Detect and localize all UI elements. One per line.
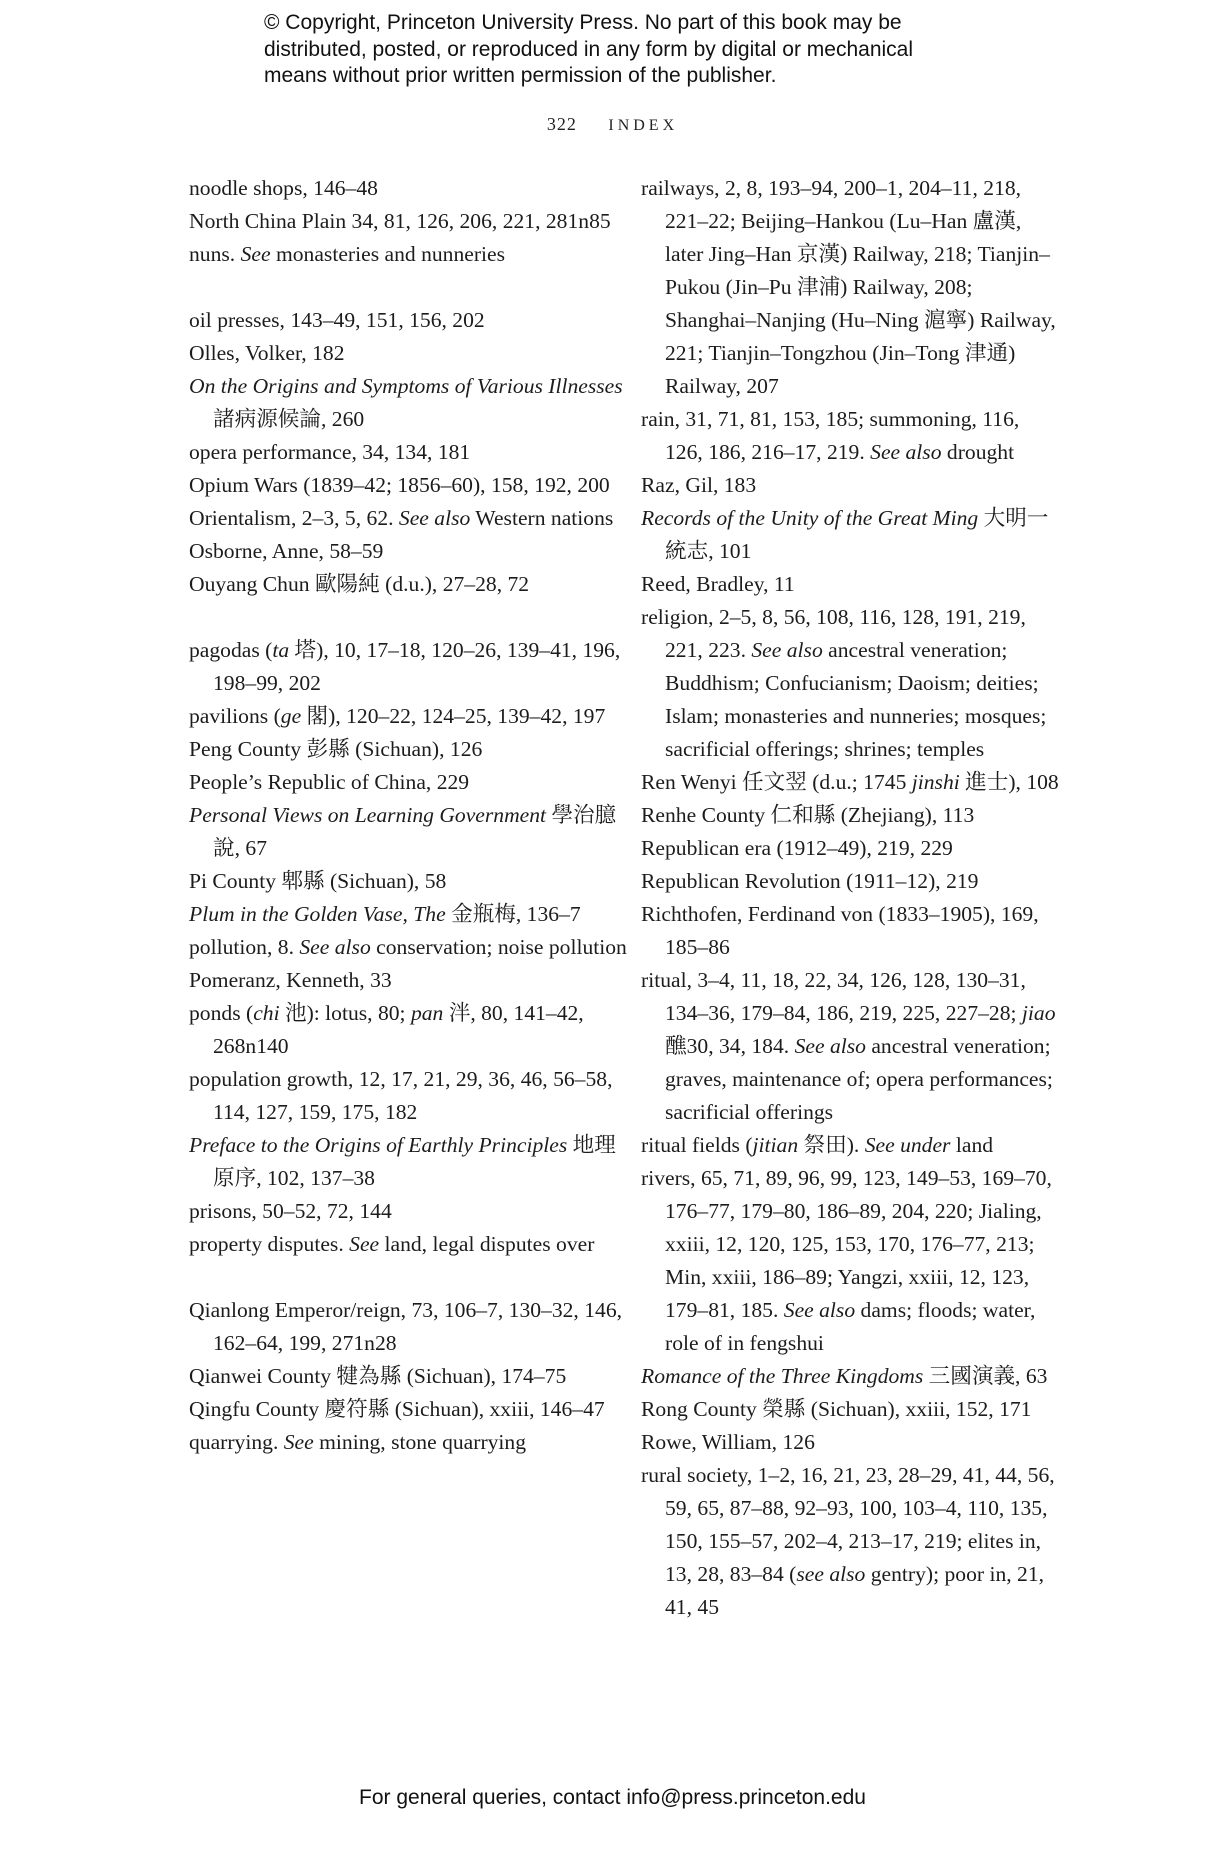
index-entry [641, 964, 1061, 1129]
index-entry [189, 634, 629, 700]
entry-text: 塔), 10, 17–18, 120–26, 139–41, 196, 198–99, 202 [213, 638, 621, 695]
entry-text: noodle shops, 146–48 [189, 176, 378, 200]
page-title: INDEX [608, 117, 679, 134]
entry-text: 泮, 80, 141–42, 268n140 [213, 1001, 584, 1058]
entry-text: Ren Wenyi 任文翌 (d.u.; 1745 [641, 770, 912, 794]
index-entry [641, 469, 1061, 502]
index-entry [189, 205, 629, 238]
index-entry [189, 337, 629, 370]
entry-text: ancestral veneration; graves, maintenance of; opera performances; sacrificial offerings [665, 1034, 1053, 1124]
index-entry [189, 469, 629, 502]
index-entry [189, 964, 629, 997]
copyright-line: distributed, posted, or reproduced in any form by digital or mechanical [264, 37, 914, 61]
entry-text: property disputes. [189, 1232, 350, 1256]
entry-text: 學治臆說, 67 [213, 803, 617, 860]
entry-italic-text: See also [783, 1298, 856, 1322]
index-entry [189, 997, 629, 1063]
copyright-notice [264, 10, 1024, 90]
entry-text: Rowe, William, 126 [641, 1430, 815, 1454]
entry-text: ponds ( [189, 1001, 254, 1025]
entry-text: 地理原序, 102, 137–38 [213, 1133, 616, 1190]
index-entry [189, 733, 629, 766]
entry-italic-text: Personal Views on Learning Government [189, 803, 547, 827]
copyright-line: means without prior written permission of the publisher. [264, 64, 777, 87]
entry-text: 進士), 108 [959, 770, 1059, 794]
index-entry [641, 1360, 1061, 1393]
entry-italic-text: jitian [752, 1133, 799, 1157]
entry-text: Pomeranz, Kenneth, 33 [189, 968, 392, 992]
entry-italic-text: See also [751, 638, 823, 662]
index-entry [641, 898, 1061, 964]
entry-text: population growth, 12, 17, 21, 29, 36, 46, 56–58, 114, 127, 159, 175, 182 [189, 1067, 613, 1124]
index-entry [189, 1063, 629, 1129]
entry-text: Rong County 榮縣 (Sichuan), xxiii, 152, 171 [641, 1397, 1032, 1421]
entry-text: Republican era (1912–49), 219, 229 [641, 836, 953, 860]
entry-italic-text: Preface to the Origins of Earthly Principles [189, 1133, 568, 1157]
index-entry [641, 172, 1061, 403]
index-entry [641, 799, 1061, 832]
index-entry [189, 700, 629, 733]
entry-italic-text: jiao [1021, 1001, 1056, 1025]
entry-text: Osborne, Anne, 58–59 [189, 539, 384, 563]
entry-italic-text: See also [870, 440, 942, 464]
index-entry [189, 898, 629, 931]
index-entry [189, 799, 629, 865]
index-entry [189, 931, 629, 964]
entry-italic-text: See also [794, 1034, 866, 1058]
index-entry [189, 1195, 629, 1228]
entry-text: pagodas ( [189, 638, 273, 662]
index-entry [189, 766, 629, 799]
index-entry [641, 1129, 1061, 1162]
copyright-line: © Copyright, Princeton University Press. No part of this book may be [264, 11, 902, 34]
entry-text: quarrying. [189, 1430, 284, 1454]
entry-italic-text: ta [272, 638, 290, 662]
entry-italic-text: See [240, 242, 271, 266]
entry-italic-text: See also [299, 935, 371, 959]
index-entry [641, 568, 1061, 601]
index-entry [641, 502, 1061, 568]
entry-text: ancestral veneration; Buddhism; Confucianism; Daoism; deities; Islam; monasteries and nunneries; mosques; sacrificial offerings; shrines; temples [665, 638, 1047, 761]
entry-text: opera performance, 34, 134, 181 [189, 440, 471, 464]
index-column-right [641, 172, 1061, 1624]
entry-text: 三國演義, 63 [923, 1364, 1048, 1388]
index-entry [189, 436, 629, 469]
entry-text: rivers, 65, 71, 89, 96, 99, 123, 149–53, 169–70, 176–77, 179–80, 186–89, 204, 220; Jialing, xxiii, 12, 120, 125, 153, 170, 176–77, 213; Min, xxiii, 186–89; Yangzi, xxiii, 12, 123, 179–81, 185. [641, 1166, 1052, 1322]
entry-text: Pi County 郫縣 (Sichuan), 58 [189, 869, 447, 893]
entry-italic-text: See under [864, 1133, 951, 1157]
entry-text: Qianlong Emperor/reign, 73, 106–7, 130–32, 146, 162–64, 199, 271n28 [189, 1298, 623, 1355]
entry-text: North China Plain 34, 81, 126, 206, 221, 281n85 [189, 209, 611, 233]
entry-text: land, legal disputes over [379, 1232, 595, 1256]
index-entry [189, 1228, 629, 1261]
index-entry [189, 502, 629, 535]
index-entry [189, 865, 629, 898]
entry-text: drought [941, 440, 1015, 464]
section-gap [189, 601, 629, 634]
index-column-left [189, 172, 629, 1459]
entry-italic-text: Romance of the Three Kingdoms [641, 1364, 924, 1388]
entry-text: religion, 2–5, 8, 56, 108, 116, 128, 191, 219, 221, 223. [641, 605, 1026, 662]
entry-text: monasteries and nunneries [270, 242, 506, 266]
index-entry [189, 172, 629, 205]
entry-text: Raz, Gil, 183 [641, 473, 757, 497]
entry-text: 閣), 120–22, 124–25, 139–42, 197 [301, 704, 606, 728]
index-entry [641, 832, 1061, 865]
entry-text: pollution, 8. [189, 935, 300, 959]
entry-text: ritual fields ( [641, 1133, 753, 1157]
running-head [0, 114, 1225, 135]
entry-text: Qingfu County 慶符縣 (Sichuan), xxiii, 146–47 [189, 1397, 605, 1421]
index-entry [189, 1294, 629, 1360]
entry-text: Olles, Volker, 182 [189, 341, 345, 365]
entry-text: Republican Revolution (1911–12), 219 [641, 869, 979, 893]
entry-text: mining, stone quarrying [313, 1430, 527, 1454]
entry-text: prisons, 50–52, 72, 144 [189, 1199, 392, 1223]
entry-text: rain, 31, 71, 81, 153, 185; summoning, 116, 126, 186, 216–17, 219. [641, 407, 1020, 464]
section-gap [189, 271, 629, 304]
entry-italic-text: Plum in the Golden Vase, The [189, 902, 446, 926]
entry-text: nuns. [189, 242, 241, 266]
entry-text: 祭田). [798, 1133, 865, 1157]
entry-italic-text: See [283, 1430, 314, 1454]
entry-text: Opium Wars (1839–42; 1856–60), 158, 192, 200 [189, 473, 610, 497]
index-entry [189, 535, 629, 568]
page-number: 322 [546, 114, 577, 134]
entry-text: land [950, 1133, 994, 1157]
index-entry [189, 370, 629, 436]
entry-text: Orientalism, 2–3, 5, 62. [189, 506, 399, 530]
entry-italic-text: Records of the Unity of the Great Ming [641, 506, 979, 530]
index-entry [189, 1426, 629, 1459]
entry-text: 金瓶梅, 136–7 [445, 902, 581, 926]
index-entry [189, 1393, 629, 1426]
entry-text: People’s Republic of China, 229 [189, 770, 470, 794]
entry-text: Reed, Bradley, 11 [641, 572, 795, 596]
entry-text: rural society, 1–2, 16, 21, 23, 28–29, 41, 44, 56, 59, 65, 87–88, 92–93, 100, 103–4, 110, 135, 150, 155–57, 202–4, 213–17, 219; elites in, 13, 28, 83–84 ( [641, 1463, 1055, 1586]
entry-text: ritual, 3–4, 11, 18, 22, 34, 126, 128, 130–31, 134–36, 179–84, 186, 219, 225, 227–28; [641, 968, 1026, 1025]
footer-contact: For general queries, contact info@press.princeton.edu [359, 1786, 866, 1809]
entry-text: gentry); poor in, 21, 41, 45 [665, 1562, 1045, 1619]
entry-text: 醮30, 34, 184. [665, 1034, 795, 1058]
entry-italic-text: see also [796, 1562, 866, 1586]
section-gap [189, 1261, 629, 1294]
index-entry [189, 238, 629, 271]
entry-text: 池): lotus, 80; [279, 1001, 411, 1025]
index-entry [189, 304, 629, 337]
index-entry [641, 403, 1061, 469]
index-entry [189, 1360, 629, 1393]
index-entry [641, 1426, 1061, 1459]
entry-text: oil presses, 143–49, 151, 156, 202 [189, 308, 485, 332]
entry-italic-text: On the Origins and Symptoms of Various Illnesses [189, 374, 623, 398]
entry-italic-text: See also [398, 506, 471, 530]
entry-text: dams; floods; water, role of in fengshui [665, 1298, 1036, 1355]
index-entry [641, 1459, 1061, 1624]
index-entry [641, 766, 1061, 799]
index-entry [641, 1162, 1061, 1360]
entry-text: 大明一統志, 101 [665, 506, 1049, 563]
entry-text: conservation; noise pollution [370, 935, 627, 959]
entry-italic-text: See [349, 1232, 380, 1256]
index-entry [189, 568, 629, 601]
entry-text: Renhe County 仁和縣 (Zhejiang), 113 [641, 803, 975, 827]
entry-text: Ouyang Chun 歐陽純 (d.u.), 27–28, 72 [189, 572, 530, 596]
entry-text: Peng County 彭縣 (Sichuan), 126 [189, 737, 483, 761]
entry-italic-text: ge [280, 704, 302, 728]
index-entry [641, 601, 1061, 766]
entry-text: pavilions ( [189, 704, 281, 728]
index-entry [189, 1129, 629, 1195]
entry-text: Qianwei County 犍為縣 (Sichuan), 174–75 [189, 1364, 567, 1388]
entry-text: Richthofen, Ferdinand von (1833–1905), 169, 185–86 [641, 902, 1039, 959]
entry-text: railways, 2, 8, 193–94, 200–1, 204–11, 218, 221–22; Beijing–Hankou (Lu–Han 盧漢, later Jing–Han 京漢) Railway, 218; Tianjin–Pukou (Jin–Pu 津浦) Railway, 208; Shanghai–Nanjing (Hu–Ning 滬寧) Railway, 221; Tianjin–Tongzhou (Jin–Tong 津通) Railway, 207 [641, 176, 1056, 398]
index-entry [641, 1393, 1061, 1426]
entry-text: Western nations [470, 506, 614, 530]
entry-italic-text: chi [253, 1001, 280, 1025]
entry-text: 諸病源候論, 260 [213, 407, 365, 431]
index-entry [641, 865, 1061, 898]
entry-italic-text: pan [410, 1001, 444, 1025]
entry-italic-text: jinshi [911, 770, 960, 794]
